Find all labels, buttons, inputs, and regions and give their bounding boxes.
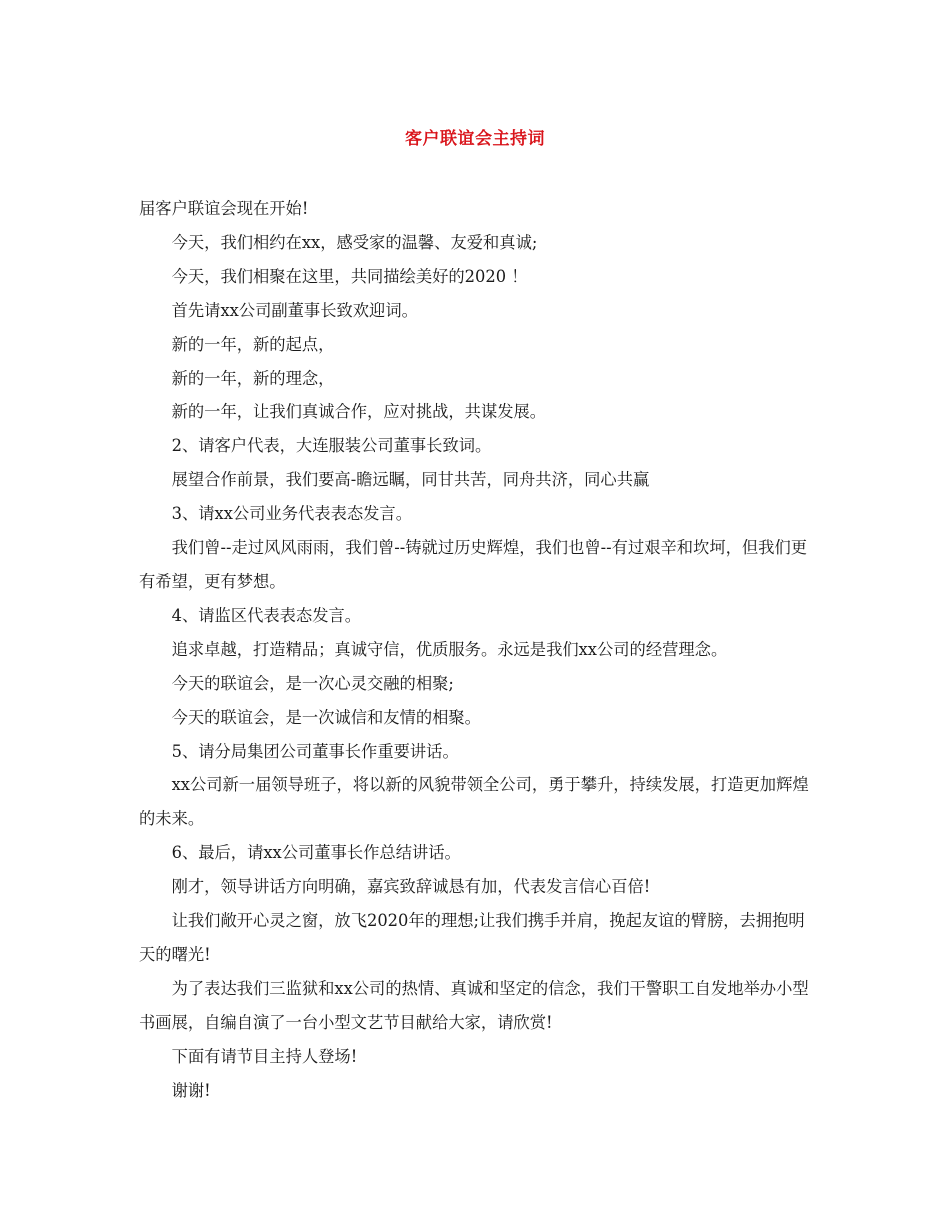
paragraph: 谢谢! [171, 1080, 211, 1100]
paragraph: 5、请分局集团公司董事长作重要讲话。 [171, 741, 459, 761]
paragraph: 届客户联谊会现在开始! [139, 199, 309, 218]
paragraph: 下面有请节目主持人登场! [171, 1046, 358, 1066]
paragraph: 首先请xx公司副董事长致欢迎词。 [171, 300, 418, 320]
paragraph: 今天的联谊会，是一次心灵交融的相聚; [171, 673, 454, 693]
paragraph: 刚才，领导讲话方向明确，嘉宾致辞诚恳有加，代表发言信心百倍! [171, 877, 651, 897]
document-body [139, 192, 819, 1107]
paragraph: 4、请监区代表表态发言。 [171, 605, 362, 625]
paragraph: 今天，我们相聚在这里，共同描绘美好的2020 ！ [171, 266, 528, 286]
paragraph: 2、请客户代表，大连服装公司董事长致词。 [171, 436, 492, 456]
paragraph: 让我们敞开心灵之窗，放飞2020年的理想;让我们携手并肩，挽起友谊的臂膀，去拥抱明天的曙光! [139, 911, 805, 964]
document-title: 客户联谊会主持词 [405, 129, 545, 149]
paragraph: 新的一年，让我们真诚合作，应对挑战，共谋发展。 [171, 402, 547, 422]
paragraph: 今天的联谊会，是一次诚信和友情的相聚。 [171, 707, 481, 727]
paragraph: 我们曾--走过风风雨雨，我们曾--铸就过历史辉煌，我们也曾--有过艰辛和坎坷，但我们更有希望，更有梦想。 [139, 538, 808, 591]
paragraph: xx公司新一届领导班子，将以新的风貌带领全公司，勇于攀升，持续发展，打造更加辉煌的未来。 [139, 775, 809, 829]
paragraph: 6、最后，请xx公司董事长作总结讲话。 [171, 843, 461, 863]
paragraph: 新的一年，新的起点， [171, 334, 335, 354]
paragraph: 3、请xx公司业务代表表态发言。 [171, 504, 412, 524]
paragraph: 展望合作前景，我们要高-瞻远瞩，同甘共苦，同舟共济，同心共赢 [171, 470, 650, 490]
paragraph: 今天，我们相约在xx，感受家的温馨、友爱和真诚; [171, 232, 538, 252]
paragraph: 追求卓越，打造精品；真诚守信，优质服务。永远是我们xx公司的经营理念。 [171, 639, 728, 659]
paragraph: 新的一年，新的理念， [171, 368, 335, 388]
paragraph: 为了表达我们三监狱和xx公司的热情、真诚和坚定的信念，我们干警职工自发地举办小型书画展，自编自演了一台小型文艺节目献给大家，请欣赏! [139, 978, 809, 1032]
